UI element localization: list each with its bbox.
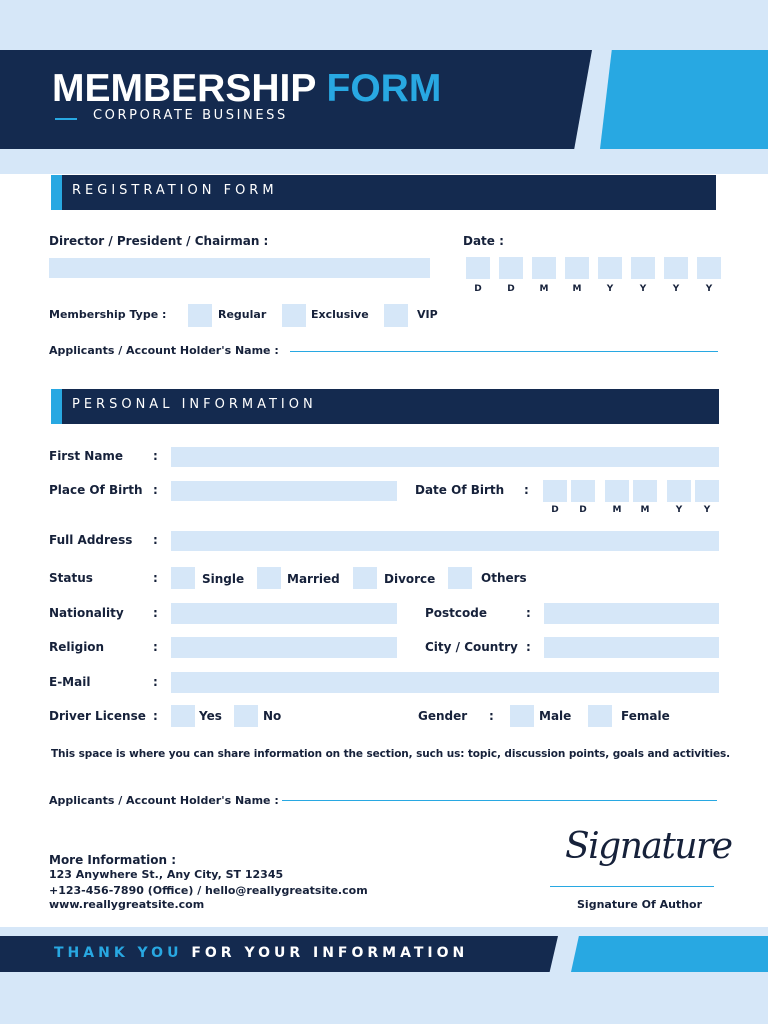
driver-license-colon: :: [153, 709, 158, 723]
footer-accent-band: [571, 936, 768, 972]
driver-yes-checkbox[interactable]: [171, 705, 195, 727]
gender-female-label: Female: [621, 709, 670, 723]
date-letter: Y: [672, 284, 680, 294]
driver-no-label: No: [263, 709, 282, 723]
membership-type-label: Membership Type :: [49, 308, 167, 321]
driver-no-checkbox[interactable]: [234, 705, 258, 727]
email-label: E-Mail: [49, 675, 91, 689]
full-address-field[interactable]: [171, 531, 719, 551]
nationality-colon: :: [153, 606, 158, 620]
footer-accent-text: THANK YOU: [54, 945, 183, 961]
postcode-field[interactable]: [544, 603, 719, 624]
contact-website: www.reallygreatsite.com: [49, 898, 205, 911]
single-option-label: Single: [202, 572, 245, 586]
vip-option-label: VIP: [417, 308, 438, 321]
religion-field[interactable]: [171, 637, 397, 658]
date-letter: M: [539, 284, 549, 294]
dob-box[interactable]: [695, 480, 719, 502]
page-subtitle: CORPORATE BUSINESS: [93, 108, 288, 123]
date-box[interactable]: [697, 257, 721, 279]
full-address-colon: :: [153, 533, 158, 547]
place-of-birth-field[interactable]: [171, 481, 397, 501]
nationality-label: Nationality: [49, 606, 124, 620]
divorce-checkbox[interactable]: [353, 567, 377, 589]
contact-phone-email: +123-456-7890 (Office) / hello@reallygreatsite.com: [49, 884, 368, 897]
date-letter: Y: [639, 284, 647, 294]
date-box[interactable]: [664, 257, 688, 279]
married-option-label: Married: [287, 572, 340, 586]
date-box[interactable]: [598, 257, 622, 279]
date-letter: M: [572, 284, 582, 294]
title-main: MEMBERSHIP: [52, 67, 316, 110]
dob-box[interactable]: [667, 480, 691, 502]
nationality-field[interactable]: [171, 603, 397, 624]
postcode-colon: :: [526, 606, 531, 620]
driver-yes-label: Yes: [199, 709, 222, 723]
dob-letter: Y: [703, 505, 711, 515]
date-letter: Y: [705, 284, 713, 294]
subtitle-dash: [55, 118, 77, 120]
city-country-field[interactable]: [544, 637, 719, 658]
email-colon: :: [153, 675, 158, 689]
applicant-name-label-2: Applicants / Account Holder's Name :: [49, 794, 279, 807]
date-box[interactable]: [631, 257, 655, 279]
gender-label: Gender: [418, 709, 468, 723]
others-option-label: Others: [481, 571, 527, 585]
religion-colon: :: [153, 640, 158, 654]
date-of-birth-colon: :: [524, 483, 529, 497]
registration-title: REGISTRATION FORM: [72, 183, 278, 198]
single-checkbox[interactable]: [171, 567, 195, 589]
contact-address: 123 Anywhere St., Any City, ST 12345: [49, 868, 284, 881]
married-checkbox[interactable]: [257, 567, 281, 589]
applicant-name-line[interactable]: [290, 351, 718, 352]
signature-caption: Signature Of Author: [577, 898, 703, 911]
info-note: This space is where you can share information on the section, such us: topic, discussion points, goals and activities.: [51, 748, 731, 760]
email-field[interactable]: [171, 672, 719, 693]
title-accent: FORM: [326, 67, 442, 110]
registration-bar-accent: [51, 175, 62, 210]
dob-letter: D: [551, 505, 559, 515]
vip-checkbox[interactable]: [384, 304, 408, 327]
city-country-label: City / Country: [425, 640, 518, 654]
exclusive-option-label: Exclusive: [311, 308, 369, 321]
first-name-label: First Name: [49, 449, 124, 463]
divorce-option-label: Divorce: [384, 572, 436, 586]
driver-license-label: Driver License: [49, 709, 146, 723]
dob-letter: M: [612, 505, 622, 515]
postcode-label: Postcode: [425, 606, 488, 620]
date-box[interactable]: [532, 257, 556, 279]
gender-male-label: Male: [539, 709, 572, 723]
dob-box[interactable]: [605, 480, 629, 502]
place-of-birth-colon: :: [153, 483, 158, 497]
date-box[interactable]: [565, 257, 589, 279]
date-letter: D: [474, 284, 482, 294]
more-info-heading: More Information :: [49, 853, 177, 867]
date-label: Date :: [463, 234, 504, 248]
place-of-birth-label: Place Of Birth: [49, 483, 143, 497]
religion-label: Religion: [49, 640, 105, 654]
first-name-field[interactable]: [171, 447, 719, 467]
dob-letter: D: [579, 505, 587, 515]
personal-title: PERSONAL INFORMATION: [72, 397, 317, 412]
gender-female-checkbox[interactable]: [588, 705, 612, 727]
signature-line[interactable]: [550, 886, 714, 887]
regular-checkbox[interactable]: [188, 304, 212, 327]
director-label: Director / President / Chairman :: [49, 234, 269, 248]
header-accent-band: [600, 50, 768, 149]
director-field[interactable]: [49, 258, 430, 278]
dob-box[interactable]: [633, 480, 657, 502]
applicant-name-label: Applicants / Account Holder's Name :: [49, 344, 279, 357]
others-checkbox[interactable]: [448, 567, 472, 589]
date-letter: Y: [606, 284, 614, 294]
footer-text: [54, 945, 468, 961]
first-name-colon: :: [153, 449, 158, 463]
gender-male-checkbox[interactable]: [510, 705, 534, 727]
dob-box[interactable]: [571, 480, 595, 502]
applicant-name-line-2[interactable]: [282, 800, 717, 801]
status-label: Status: [49, 571, 93, 585]
date-box[interactable]: [499, 257, 523, 279]
footer-rest-text: FOR YOUR INFORMATION: [191, 945, 469, 961]
date-box[interactable]: [466, 257, 490, 279]
regular-option-label: Regular: [218, 308, 267, 321]
page-title: [52, 66, 441, 112]
dob-letter: Y: [675, 505, 683, 515]
dob-box[interactable]: [543, 480, 567, 502]
personal-bar-accent: [51, 389, 62, 424]
status-colon: :: [153, 571, 158, 585]
city-country-colon: :: [526, 640, 531, 654]
exclusive-checkbox[interactable]: [282, 304, 306, 327]
signature-script: Signature: [565, 826, 732, 867]
dob-letter: M: [640, 505, 650, 515]
gender-colon: :: [489, 709, 494, 723]
date-of-birth-label: Date Of Birth: [415, 483, 505, 497]
full-address-label: Full Address: [49, 533, 133, 547]
date-letter: D: [507, 284, 515, 294]
